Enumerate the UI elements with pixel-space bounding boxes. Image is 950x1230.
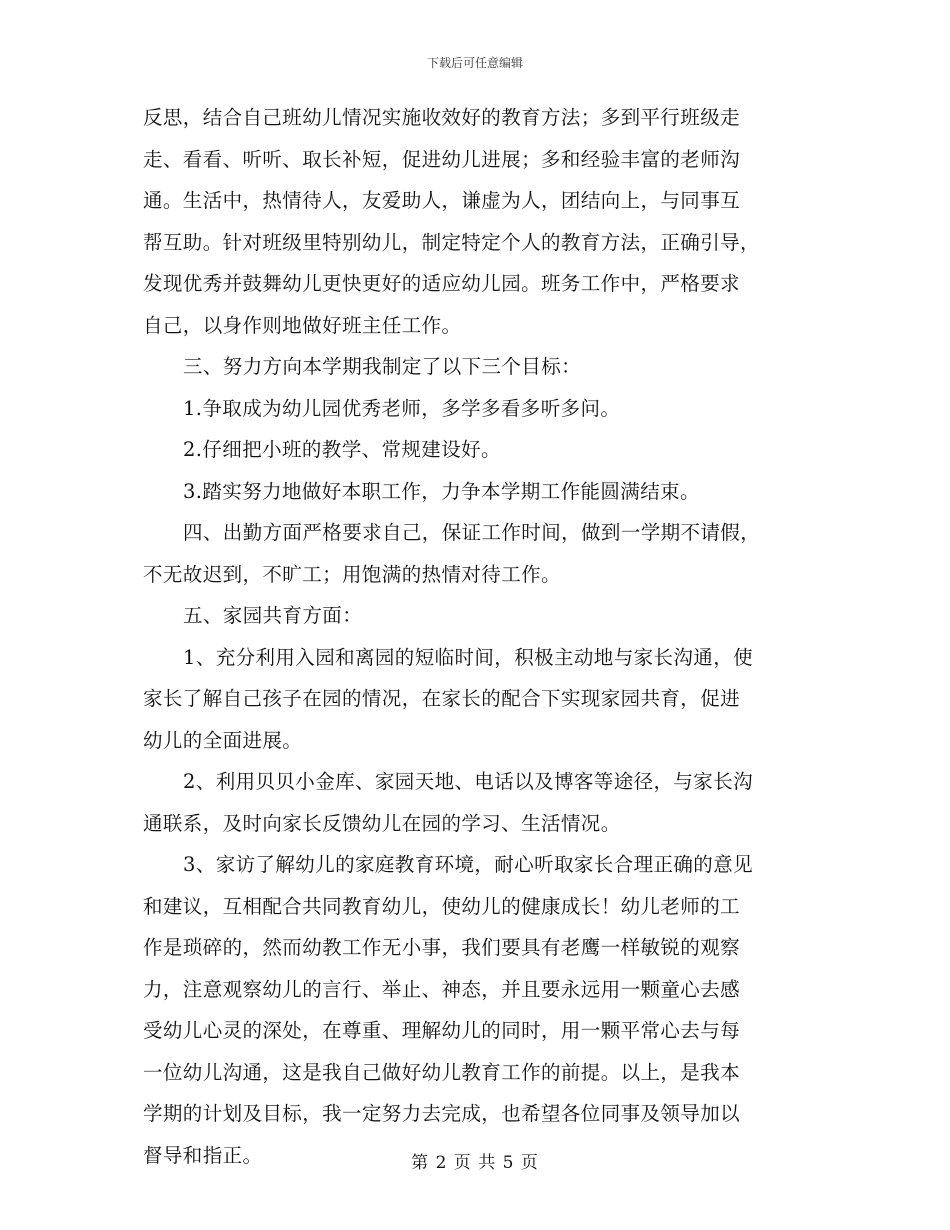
text-line: 三、努力方向本学期我制定了以下三个目标： [183, 355, 582, 378]
text-line: 1.争取成为幼儿园优秀老师，多学多看多听多问。 [183, 396, 621, 420]
text-line: 3、家访了解幼儿的家庭教育环境，耐心听取家长合理正确的意见 [183, 853, 754, 876]
text-line: 五、家园共育方面： [183, 604, 363, 627]
text-line: 督导和指正。 [143, 1143, 263, 1167]
text-line: 2、利用贝贝小金库、家园天地、电话以及博客等途径，与家长沟 [183, 770, 754, 793]
text-line: 不无故迟到，不旷工；用饱满的热情对待工作。 [143, 562, 561, 586]
text-line: 自己，以身作则地做好班主任工作。 [143, 313, 462, 337]
text-line: 走、看看、听听、取长补短，促进幼儿进展；多和经验丰富的老师沟 [143, 147, 741, 171]
text-line: 家长了解自己孩子在园的情况，在家长的配合下实现家园共育，促进 [143, 687, 741, 710]
text-line: 发现优秀并鼓舞幼儿更快更好的适应幼儿园。班务工作中，严格要求 [143, 272, 741, 295]
text-line: 受幼儿心灵的深处，在尊重、理解幼儿的同时，用一颗平常心去与每 [143, 1019, 741, 1042]
text-line: 力，注意观察幼儿的言行、举止、神态，并且要永远用一颗童心去感 [143, 977, 741, 1001]
text-line: 四、出勤方面严格要求自己，保证工作时间，做到一学期不请假， [183, 521, 761, 544]
text-line: 学期的计划及目标，我一定努力去完成，也希望各位同事及领导加以 [143, 1102, 741, 1125]
text-line: 2.仔细把小班的教学、常规建设好。 [183, 438, 501, 461]
text-line: 反思，结合自己班幼儿情况实施收效好的教育方法；多到平行班级走 [143, 106, 741, 129]
text-line: 幼儿的全面进展。 [143, 728, 303, 752]
text-line: 一位幼儿沟通，这是我自己做好幼儿教育工作的前提。以上，是我本 [143, 1060, 741, 1084]
text-line: 和建议，互相配合共同教育幼儿，使幼儿的健康成长！幼儿老师的工 [143, 894, 741, 918]
text-line: 作是琐碎的，然而幼教工作无小事，我们要具有老鹰一样敏锐的观察 [143, 936, 741, 959]
text-line: 帮互助。针对班级里特别幼儿，制定特定个人的教育方法，正确引导， [143, 230, 760, 254]
text-line: 通联系，及时向家长反馈幼儿在园的学习、生活情况。 [143, 811, 621, 835]
text-line: 通。生活中，热情待人，友爱助人，谦虚为人，团结向上，与同事互 [143, 189, 741, 212]
page-header-note: 下载后可任意编辑 [426, 56, 523, 70]
text-line: 3.踏实努力地做好本职工作，力争本学期工作能圆满结束。 [183, 479, 700, 503]
text-line: 1、充分利用入园和离园的短临时间，积极主动地与家长沟通，使 [183, 645, 754, 669]
document-body [143, 97, 808, 1176]
page-number-footer: 第 2 页 共 5 页 [411, 1153, 539, 1173]
